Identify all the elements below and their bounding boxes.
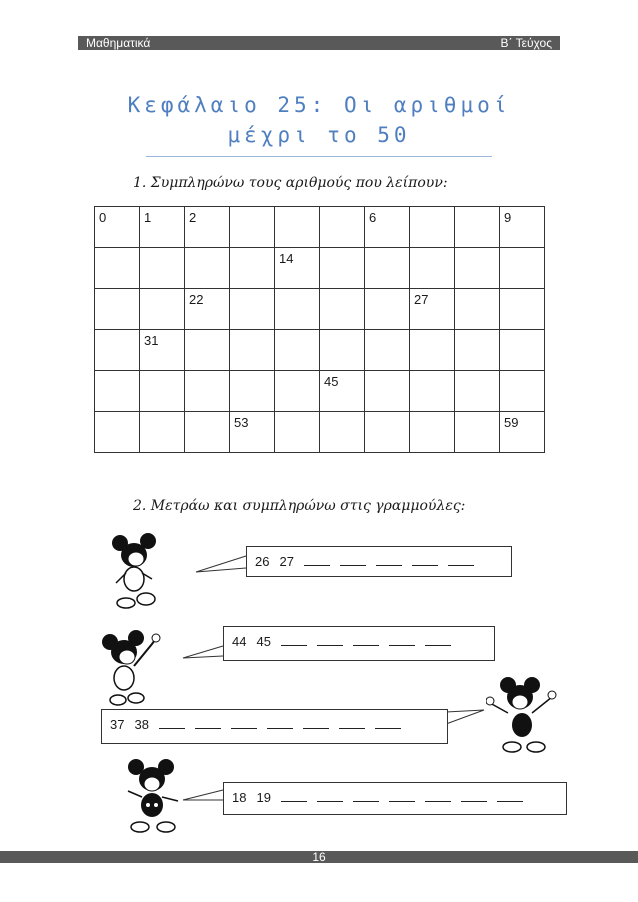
title-divider (146, 156, 492, 157)
grid-cell[interactable] (365, 412, 410, 453)
grid-row (95, 330, 545, 371)
grid-cell-value (95, 248, 139, 251)
exercise1-instruction: 1. Συμπληρώνω τους αριθμούς που λείπουν: (133, 175, 448, 191)
grid-cell[interactable] (410, 330, 455, 371)
answer-blank[interactable] (267, 718, 293, 729)
grid-cell-value (275, 330, 319, 333)
answer-blank[interactable] (425, 635, 451, 646)
grid-cell[interactable] (500, 207, 545, 248)
grid-cell-value (455, 412, 499, 415)
grid-cell[interactable] (500, 412, 545, 453)
grid-cell-value (500, 330, 544, 333)
grid-cell[interactable] (500, 248, 545, 289)
grid-cell-value (95, 412, 139, 415)
grid-row (95, 412, 545, 453)
grid-cell-value: 6 (369, 210, 377, 225)
grid-cell-value (95, 371, 139, 374)
grid-cell[interactable] (140, 207, 185, 248)
grid-cell[interactable] (320, 330, 365, 371)
grid-cell[interactable] (275, 248, 320, 289)
grid-cell[interactable] (455, 371, 500, 412)
mickey-mouse-icon (106, 533, 166, 611)
grid-cell[interactable] (365, 248, 410, 289)
mickey-mouse-icon (100, 630, 166, 706)
grid-cell[interactable] (365, 289, 410, 330)
grid-cell[interactable] (320, 289, 365, 330)
grid-cell[interactable] (185, 371, 230, 412)
grid-cell-value (320, 412, 364, 415)
grid-cell[interactable] (185, 412, 230, 453)
answer-blank[interactable] (353, 791, 379, 802)
grid-cell[interactable] (140, 289, 185, 330)
answer-blank[interactable] (195, 718, 221, 729)
grid-cell-value (140, 412, 184, 415)
bubble-start-number: 19 (256, 790, 271, 805)
grid-cell[interactable] (455, 330, 500, 371)
grid-cell[interactable] (140, 412, 185, 453)
grid-cell-value: 1 (144, 210, 152, 225)
grid-cell-value (455, 330, 499, 333)
bubble-start-number: 26 (255, 554, 270, 569)
speech-bubble-1 (246, 546, 512, 577)
answer-blank[interactable] (353, 635, 379, 646)
grid-row (95, 248, 545, 289)
grid-cell[interactable] (500, 371, 545, 412)
grid-cell-value (230, 207, 274, 210)
grid-cell[interactable] (185, 330, 230, 371)
grid-cell-value (230, 371, 274, 374)
grid-cell-value (365, 330, 409, 333)
exercise2-instruction: 2. Μετράω και συμπληρώνω στις γραμμούλες: (133, 498, 466, 514)
grid-cell-value (410, 207, 454, 210)
grid-cell-value (500, 289, 544, 292)
grid-cell[interactable] (230, 412, 275, 453)
bubble-start-number: 38 (134, 717, 149, 732)
grid-cell[interactable] (275, 207, 320, 248)
grid-cell[interactable] (140, 248, 185, 289)
answer-blank[interactable] (304, 555, 330, 566)
answer-blank[interactable] (159, 718, 185, 729)
speech-bubble-tail (183, 782, 225, 808)
grid-cell[interactable] (95, 207, 140, 248)
grid-cell[interactable] (320, 207, 365, 248)
grid-cell[interactable] (365, 330, 410, 371)
grid-cell-value (410, 330, 454, 333)
grid-cell[interactable] (320, 371, 365, 412)
grid-cell-value (230, 330, 274, 333)
grid-cell[interactable] (410, 412, 455, 453)
answer-blank[interactable] (317, 635, 343, 646)
grid-cell[interactable] (455, 412, 500, 453)
grid-cell-value: 45 (324, 374, 339, 389)
grid-cell-value (410, 371, 454, 374)
grid-cell-value (95, 330, 139, 333)
answer-blank[interactable] (461, 791, 487, 802)
answer-blank[interactable] (448, 555, 474, 566)
grid-cell-value: 27 (414, 292, 429, 307)
grid-cell[interactable] (320, 412, 365, 453)
answer-blank[interactable] (412, 555, 438, 566)
grid-row (95, 289, 545, 330)
header-subject: Μαθηματικά (86, 36, 151, 50)
grid-cell-value: 59 (504, 415, 519, 430)
speech-bubble-tail (196, 548, 248, 576)
grid-cell[interactable] (95, 289, 140, 330)
grid-cell-value (275, 371, 319, 374)
grid-cell-value (140, 371, 184, 374)
bubble-start-number: 37 (110, 717, 125, 732)
grid-cell[interactable] (95, 248, 140, 289)
grid-cell-value (185, 371, 229, 374)
grid-cell-value (455, 248, 499, 251)
grid-cell[interactable] (275, 412, 320, 453)
grid-cell-value (365, 248, 409, 251)
grid-cell[interactable] (410, 207, 455, 248)
grid-cell[interactable] (410, 289, 455, 330)
header-bar (78, 36, 560, 50)
chapter-title-line1: Κεφάλαιο 25: Οι αριθμοί (127, 93, 511, 117)
speech-bubble-tail (446, 708, 486, 732)
answer-blank[interactable] (497, 791, 523, 802)
grid-cell-value (185, 412, 229, 415)
bubble-start-number: 45 (256, 634, 271, 649)
grid-cell-value (455, 371, 499, 374)
chapter-title-line2: μέχρι το 50 (227, 123, 411, 147)
grid-cell-value (275, 289, 319, 292)
grid-cell-value (500, 248, 544, 251)
answer-blank[interactable] (303, 718, 329, 729)
answer-blank[interactable] (340, 555, 366, 566)
grid-cell-value (320, 207, 364, 210)
header-volume: Β΄ Τεύχος (500, 36, 552, 50)
answer-blank[interactable] (339, 718, 365, 729)
grid-cell[interactable] (500, 330, 545, 371)
answer-blank[interactable] (281, 635, 307, 646)
grid-cell[interactable] (410, 371, 455, 412)
grid-row (95, 207, 545, 248)
grid-cell[interactable] (185, 289, 230, 330)
bubble-start-number: 44 (232, 634, 247, 649)
grid-cell-value: 2 (189, 210, 197, 225)
grid-cell-value (320, 248, 364, 251)
grid-cell[interactable] (410, 248, 455, 289)
answer-blank[interactable] (389, 635, 415, 646)
grid-cell-value (410, 412, 454, 415)
grid-cell-value (185, 330, 229, 333)
number-grid (94, 206, 545, 453)
grid-cell[interactable] (455, 248, 500, 289)
grid-cell[interactable] (455, 207, 500, 248)
grid-cell[interactable] (275, 289, 320, 330)
mickey-mouse-icon (486, 675, 558, 755)
grid-cell[interactable] (95, 412, 140, 453)
grid-cell[interactable] (320, 248, 365, 289)
answer-blank[interactable] (376, 555, 402, 566)
answer-blank[interactable] (389, 791, 415, 802)
bubble-start-number: 18 (232, 790, 247, 805)
grid-cell[interactable] (275, 330, 320, 371)
mickey-mouse-icon (122, 757, 186, 833)
grid-cell-value (455, 289, 499, 292)
grid-cell[interactable] (140, 330, 185, 371)
grid-cell-value (365, 412, 409, 415)
grid-cell[interactable] (185, 207, 230, 248)
speech-bubble-3 (101, 709, 448, 744)
grid-cell[interactable] (365, 371, 410, 412)
answer-blank[interactable] (281, 791, 307, 802)
grid-cell[interactable] (500, 289, 545, 330)
speech-bubble-4 (223, 782, 567, 815)
grid-cell-value: 53 (234, 415, 249, 430)
grid-cell-value (275, 207, 319, 210)
grid-row (95, 371, 545, 412)
grid-cell[interactable] (230, 248, 275, 289)
grid-cell[interactable] (365, 207, 410, 248)
grid-cell[interactable] (185, 248, 230, 289)
grid-cell-value (500, 371, 544, 374)
page-number: 16 (312, 850, 326, 864)
grid-cell-value (185, 248, 229, 251)
grid-cell-value: 31 (144, 333, 159, 348)
grid-cell-value (230, 289, 274, 292)
speech-bubble-2 (223, 626, 495, 661)
grid-cell-value (455, 207, 499, 210)
grid-cell-value (230, 248, 274, 251)
grid-cell[interactable] (95, 330, 140, 371)
grid-cell[interactable] (230, 371, 275, 412)
grid-cell-value (275, 412, 319, 415)
grid-cell-value (320, 330, 364, 333)
grid-cell-value (320, 289, 364, 292)
grid-cell[interactable] (230, 289, 275, 330)
grid-cell-value (365, 289, 409, 292)
grid-cell-value: 0 (99, 210, 107, 225)
grid-cell-value: 14 (279, 251, 294, 266)
grid-cell[interactable] (275, 371, 320, 412)
grid-cell[interactable] (230, 330, 275, 371)
answer-blank[interactable] (375, 718, 401, 729)
grid-cell-value (140, 289, 184, 292)
answer-blank[interactable] (425, 791, 451, 802)
grid-cell[interactable] (140, 371, 185, 412)
grid-cell-value (140, 248, 184, 251)
grid-cell-value (365, 371, 409, 374)
answer-blank[interactable] (317, 791, 343, 802)
speech-bubble-tail (183, 634, 225, 664)
grid-cell[interactable] (230, 207, 275, 248)
bubble-start-number: 27 (279, 554, 294, 569)
answer-blank[interactable] (231, 718, 257, 729)
grid-cell-value (95, 289, 139, 292)
grid-cell[interactable] (95, 371, 140, 412)
grid-cell-value: 22 (189, 292, 204, 307)
grid-cell-value: 9 (504, 210, 512, 225)
grid-cell-value (410, 248, 454, 251)
grid-cell[interactable] (455, 289, 500, 330)
